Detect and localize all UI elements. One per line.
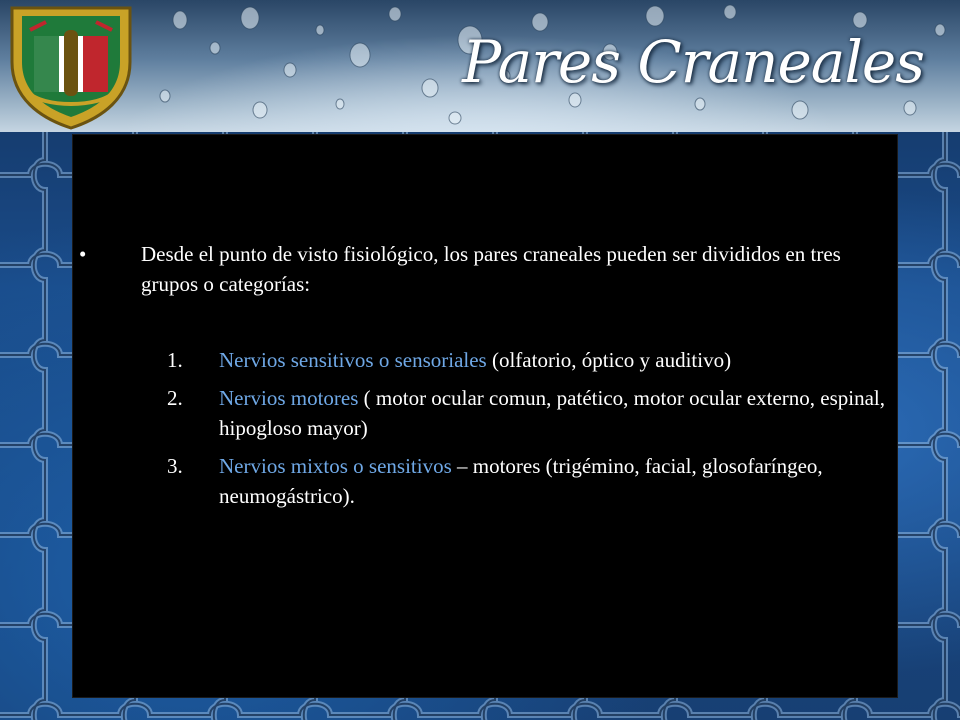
list-item [167, 451, 887, 511]
header-band [0, 0, 960, 132]
list-item-detail: (olfatorio, óptico y auditivo) [486, 348, 732, 372]
shield-emblem-icon [2, 0, 140, 130]
content-panel [72, 134, 898, 698]
slide-body [73, 135, 897, 697]
intro-text: Desde el punto de visto fisiológico, los pares craneales pueden ser divididos en tres grupos o categorías: [141, 242, 841, 296]
list-item [167, 383, 887, 443]
numbered-list [167, 345, 887, 519]
list-item-number: 1. [167, 348, 183, 372]
list-item-number: 2. [167, 386, 183, 410]
slide-title: Pares Craneales [462, 28, 924, 96]
list-item-detail: – motores (trigémino, facial, glosofaríngeo, neumogástrico). [219, 454, 823, 508]
list-item-highlight: Nervios sensitivos o sensoriales [219, 348, 487, 372]
list-item-highlight: Nervios motores [219, 386, 359, 410]
list-item [167, 345, 887, 375]
bullet-marker: • [79, 242, 87, 266]
list-item-highlight: Nervios mixtos o sensitivos [219, 454, 452, 478]
list-item-number: 3. [167, 454, 183, 478]
list-item-detail: ( motor ocular comun, patético, motor ocular externo, espinal, hipogloso mayor) [219, 386, 885, 440]
